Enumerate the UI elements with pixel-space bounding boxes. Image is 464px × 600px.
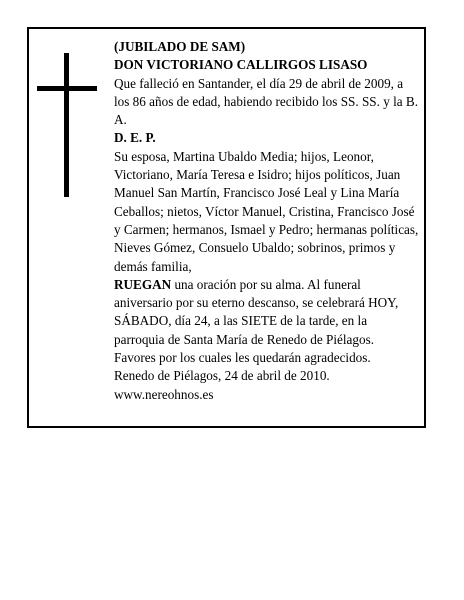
place-date: Renedo de Piélagos, 24 de abril de 2010. xyxy=(114,368,330,384)
cross-icon xyxy=(37,53,97,197)
notice-subtitle: (JUBILADO DE SAM) xyxy=(114,39,246,54)
death-statement: Que falleció en Santander, el día 29 de abril de 2009, a los 86 años de edad, habiendo recibido los SS. SS. y la B. A. xyxy=(114,75,419,128)
rip-abbreviation: D. E. P. xyxy=(114,130,156,146)
request-lead: RUEGAN xyxy=(114,276,172,292)
request-text: una oración por su alma. Al funeral aniversario por su eterno descanso, se celebrará HOY, SÁBADO, día 24, a las SIETE de la tarde, en la parroquia de Santa María de Renedo de Piélagos. Favores por los cuales les quedarán agradecidos. xyxy=(114,276,399,366)
cross-horizontal-bar xyxy=(37,86,97,91)
notice-body xyxy=(114,38,419,404)
website-text: www.nereohnos.es xyxy=(114,386,214,402)
deceased-name: DON VICTORIANO CALLIRGOS LISASO xyxy=(114,57,368,73)
funeral-request xyxy=(114,276,419,367)
family-list: Su esposa, Martina Ubaldo Media; hijos, Leonor, Victoriano, María Teresa e Isidro; hijos políticos, Juan Manuel San Martín, Francisco José Leal y Lina María Ceballos; nietos, Víctor Manuel, Cristina, Francisco José y Carmen; hermanos, Ismael y Pedro; hermanas políticas, Nieves Gómez, Consuelo Ubaldo; sobrinos, primos y demás familia, xyxy=(114,148,419,274)
cross-vertical-bar xyxy=(64,53,69,197)
